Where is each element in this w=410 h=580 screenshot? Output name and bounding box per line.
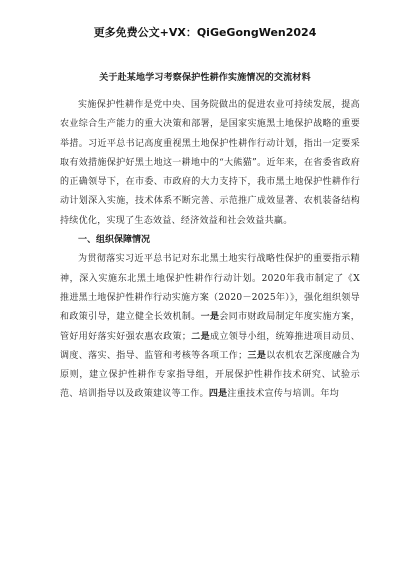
point-three-label: 三是 bbox=[247, 350, 267, 361]
point-four-text: 注重技术宣传与培训。年均 bbox=[227, 389, 340, 400]
point-one-label: 一是 bbox=[200, 312, 220, 323]
point-four-label: 四是 bbox=[208, 389, 228, 400]
point-two-label: 二是 bbox=[191, 331, 211, 342]
document-title: 关于赴某地学习考察保护性耕作实施情况的交流材料 bbox=[99, 73, 311, 83]
promo-header: 更多免费公文+VX：QiGeGongWen2024 bbox=[93, 26, 317, 39]
organization-paragraph bbox=[60, 250, 360, 404]
paragraph-text: 为贯彻落实习近平总书记对东北黑土地实行战略性保护的重要指示精神，深入实施东北黑土地保护性耕作行动计划。2020年我市制定了《X推进黑土地保护性耕作行动实施方案（2020－2025年）》，强化组织领导和政策引导，建立健全长效机制。 bbox=[60, 254, 360, 323]
section-heading-organization: 一、组织保障情况 bbox=[78, 235, 151, 246]
point-three-text: 以农机农艺深度融合为原则，建立保护性耕作专家指导组，开展保护性耕作技术研究、试验示范、培训指导以及政策建议等工作。 bbox=[60, 350, 360, 400]
document-body bbox=[60, 96, 360, 405]
point-two-text: 成立领导小组，统筹推进项目动员、调度、落实、指导、监管和考核等各项工作； bbox=[60, 331, 360, 361]
intro-paragraph: 实施保护性耕作是党中央、国务院做出的促进农业可持续发展，提高农业综合生产能力的重大决策和部署，是国家实施黑土地保护战略的重要举措。习近平总书记高度重视黑土地保护性耕作行动计划，指出一定要采取有效措施保护好黑土地这一耕地中的“大熊猫”。近年来，在省委省政府的正确领导下，在市委、市政府的大力支持下，我市黑土地保护性耕作行动计划深入实施，技术体系不断完善、示范推广成效显著、农机装备结构持续优化，实现了生态效益、经济效益和社会效益共赢。 bbox=[60, 100, 360, 226]
point-one-text: 会同市财政局制定年度实施方案，管好用好落实好强农惠农政策； bbox=[60, 312, 360, 342]
